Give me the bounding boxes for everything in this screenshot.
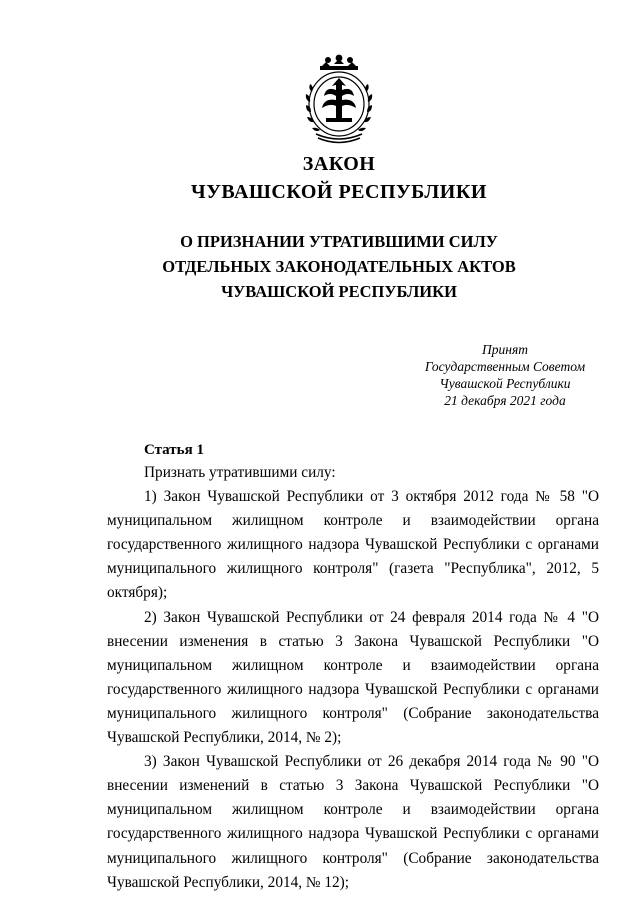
article-item: 1) Закон Чувашской Республики от 3 октября 2012 года № 58 "О муниципальном жилищном контроле и взаимодействии органа государственного жилищного надзора Чувашской Республики с органами муниципального жилищного контроля" (газета "Республика", 2012, 5 октября);: [107, 488, 599, 602]
adoption-note: [400, 341, 610, 409]
law-subtitle: [0, 229, 640, 304]
law-title-line: ЗАКОН: [302, 153, 376, 175]
law-subtitle-line: ОТДЕЛЬНЫХ ЗАКОНОДАТЕЛЬНЫХ АКТОВ: [162, 257, 516, 276]
article-item: 2) Закон Чувашской Республики от 24 февраля 2014 года № 4 "О внесении изменения в статью 3 Закона Чувашской Республики "О муниципальном жилищном контроле и взаимодействии органа государственного жилищного надзора Чувашской Республики с органами муниципального жилищного контроля" (Собрание законодательства Чувашской Республики, 2014, № 2);: [107, 608, 599, 747]
law-title: [0, 150, 640, 206]
law-title-block: [0, 150, 640, 301]
article-item: 3) Закон Чувашской Республики от 26 декабря 2014 года № 90 "О внесении изменений в статью 3 Закона Чувашской Республики "О муниципальном жилищном контроле и взаимодействии органа государственного жилищного надзора Чувашской Республики с органами муниципального жилищного контроля" (Собрание законодательства Чувашской Республики, 2014, № 12);: [107, 753, 599, 891]
adoption-note-line: Принят: [482, 342, 528, 357]
article-1: [107, 440, 599, 895]
chuvash-republic-emblem-icon: [300, 52, 378, 146]
adoption-note-line: Государственным Советом: [424, 359, 586, 374]
adoption-date: 21 декабря 2021 года: [444, 393, 566, 408]
adoption-note-line: Чувашской Республики: [439, 376, 571, 391]
law-subtitle-line: О ПРИЗНАНИИ УТРАТИВШИМИ СИЛУ: [180, 232, 498, 251]
article-heading: Статья 1: [144, 442, 204, 458]
law-subtitle-line: ЧУВАШСКОЙ РЕСПУБЛИКИ: [221, 282, 457, 301]
article-lead: Признать утратившими силу:: [144, 464, 336, 481]
law-title-line: ЧУВАШСКОЙ РЕСПУБЛИКИ: [191, 181, 487, 203]
